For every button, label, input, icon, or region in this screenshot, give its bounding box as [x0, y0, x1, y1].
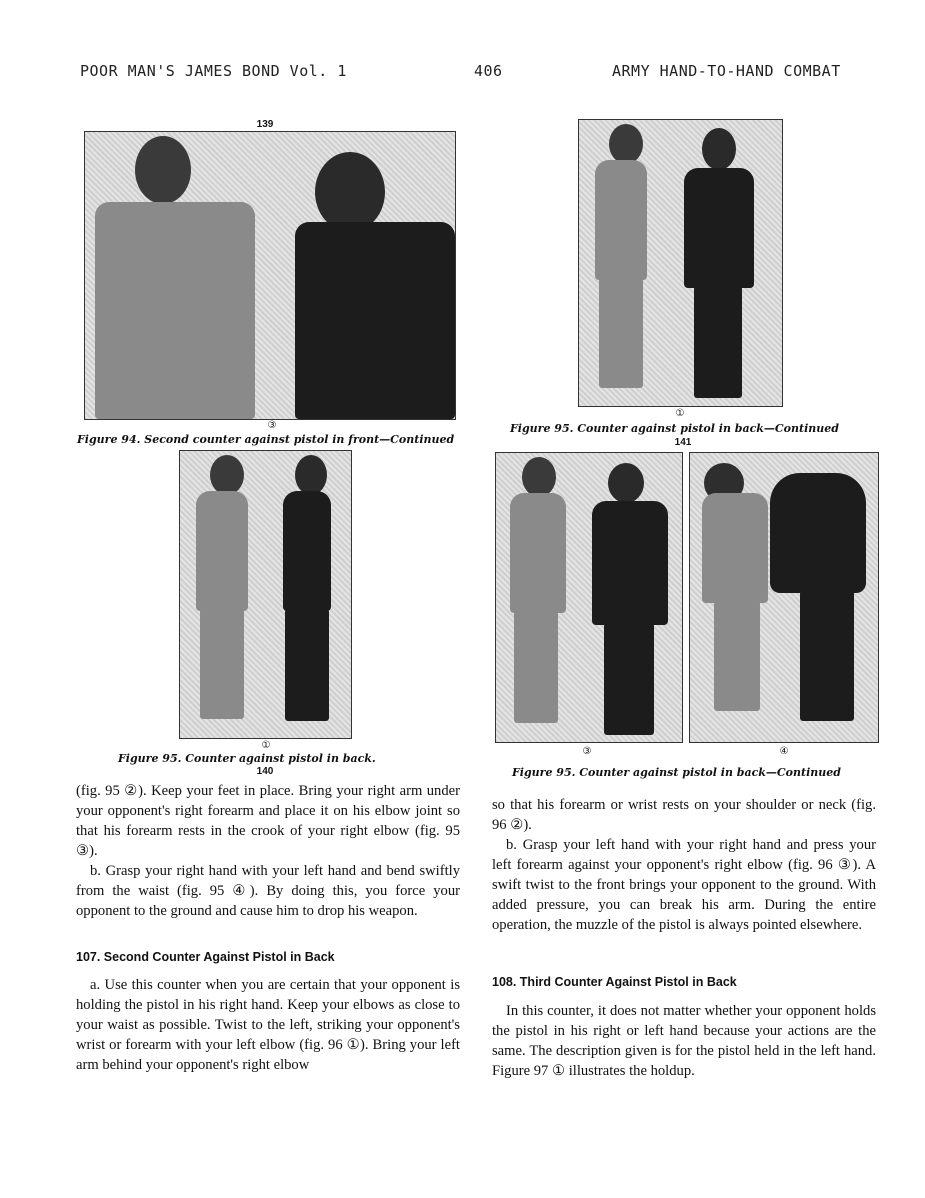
right-paragraph-2: b. Grasp your left hand with your right hand and press your left forearm against your opponent's right elbow (fig. 96 ③). A swift twist to the front brings your opponent to the ground. With added pressure, you can break his arm. During the entire operation, the muzzle of the pistol is always pointed elsewhere.	[492, 837, 876, 933]
fig95b-caption: Figure 95. Counter against pistol in back—Continued	[510, 422, 839, 435]
right-text-block-2	[492, 1001, 876, 1081]
fig95a-caption: Figure 95. Counter against pistol in back.	[118, 752, 376, 765]
left-paragraph-2: b. Grasp your right hand with your left hand and bend swiftly from the waist (fig. 95 ④). By doing this, you force your opponent to the ground and cause him to drop his weapon.	[76, 863, 460, 919]
photo-fig95-4	[689, 452, 879, 743]
soldier-figure	[190, 451, 260, 738]
soldier-figure	[696, 453, 776, 742]
photo-fig95-1	[179, 450, 352, 739]
book-page-139: 139	[256, 119, 274, 130]
right-paragraph-3: In this counter, it does not matter whether your opponent holds the pistol in his right or left hand because your actions are the same. The description given is for the pistol held in the left hand. Figure 97 ① illustrates the holdup.	[492, 1003, 876, 1079]
fig95c-marker-right: ④	[779, 746, 789, 757]
soldier-figure	[95, 132, 265, 419]
photo-fig94-3	[84, 131, 456, 420]
opponent-figure	[770, 473, 870, 742]
fig95b-marker: ①	[675, 408, 685, 419]
right-paragraph-1: so that his forearm or wrist rests on your shoulder or neck (fig. 96 ②).	[492, 797, 876, 833]
section-107-heading: 107. Second Counter Against Pistol in Back	[76, 950, 335, 964]
opponent-figure	[285, 152, 455, 419]
book-page-140: 140	[256, 766, 274, 777]
book-page-141: 141	[674, 437, 692, 448]
header-page-number: 406	[474, 62, 503, 80]
fig95a-marker: ①	[261, 740, 271, 751]
section-108-heading: 108. Third Counter Against Pistol in Back	[492, 975, 737, 989]
photo-fig95-3	[495, 452, 683, 743]
fig95c-caption: Figure 95. Counter against pistol in back—Continued	[512, 766, 841, 779]
header-right: ARMY HAND-TO-HAND COMBAT	[612, 62, 841, 80]
left-paragraph-1: (fig. 95 ②). Keep your feet in place. Bring your right arm under your opponent's right forearm and place it on his elbow joint so that his forearm rests in the crook of your right elbow (fig. 95 ③).	[76, 783, 460, 859]
soldier-figure	[589, 120, 659, 406]
fig94-marker: ③	[267, 420, 277, 431]
opponent-figure	[275, 451, 345, 738]
photo-fig95-1-continued	[578, 119, 783, 407]
fig94-caption: Figure 94. Second counter against pistol in front—Continued	[77, 433, 455, 446]
left-text-block	[76, 781, 460, 921]
fig95c-marker-left: ③	[582, 746, 592, 757]
soldier-figure	[504, 453, 574, 742]
header-left: POOR MAN'S JAMES BOND Vol. 1	[80, 62, 347, 80]
opponent-figure	[674, 128, 774, 406]
left-paragraph-3: a. Use this counter when you are certain that your opponent is holding the pistol in his right hand. Keep your elbows as close to your waist as possible. Twist to the left, striking your opponent's wrist or forearm with your left elbow (fig. 96 ①). Bring your left arm behind your opponent's right elbow	[76, 977, 460, 1073]
right-text-block	[492, 795, 876, 935]
opponent-figure	[586, 463, 676, 742]
left-text-block-2	[76, 975, 460, 1075]
